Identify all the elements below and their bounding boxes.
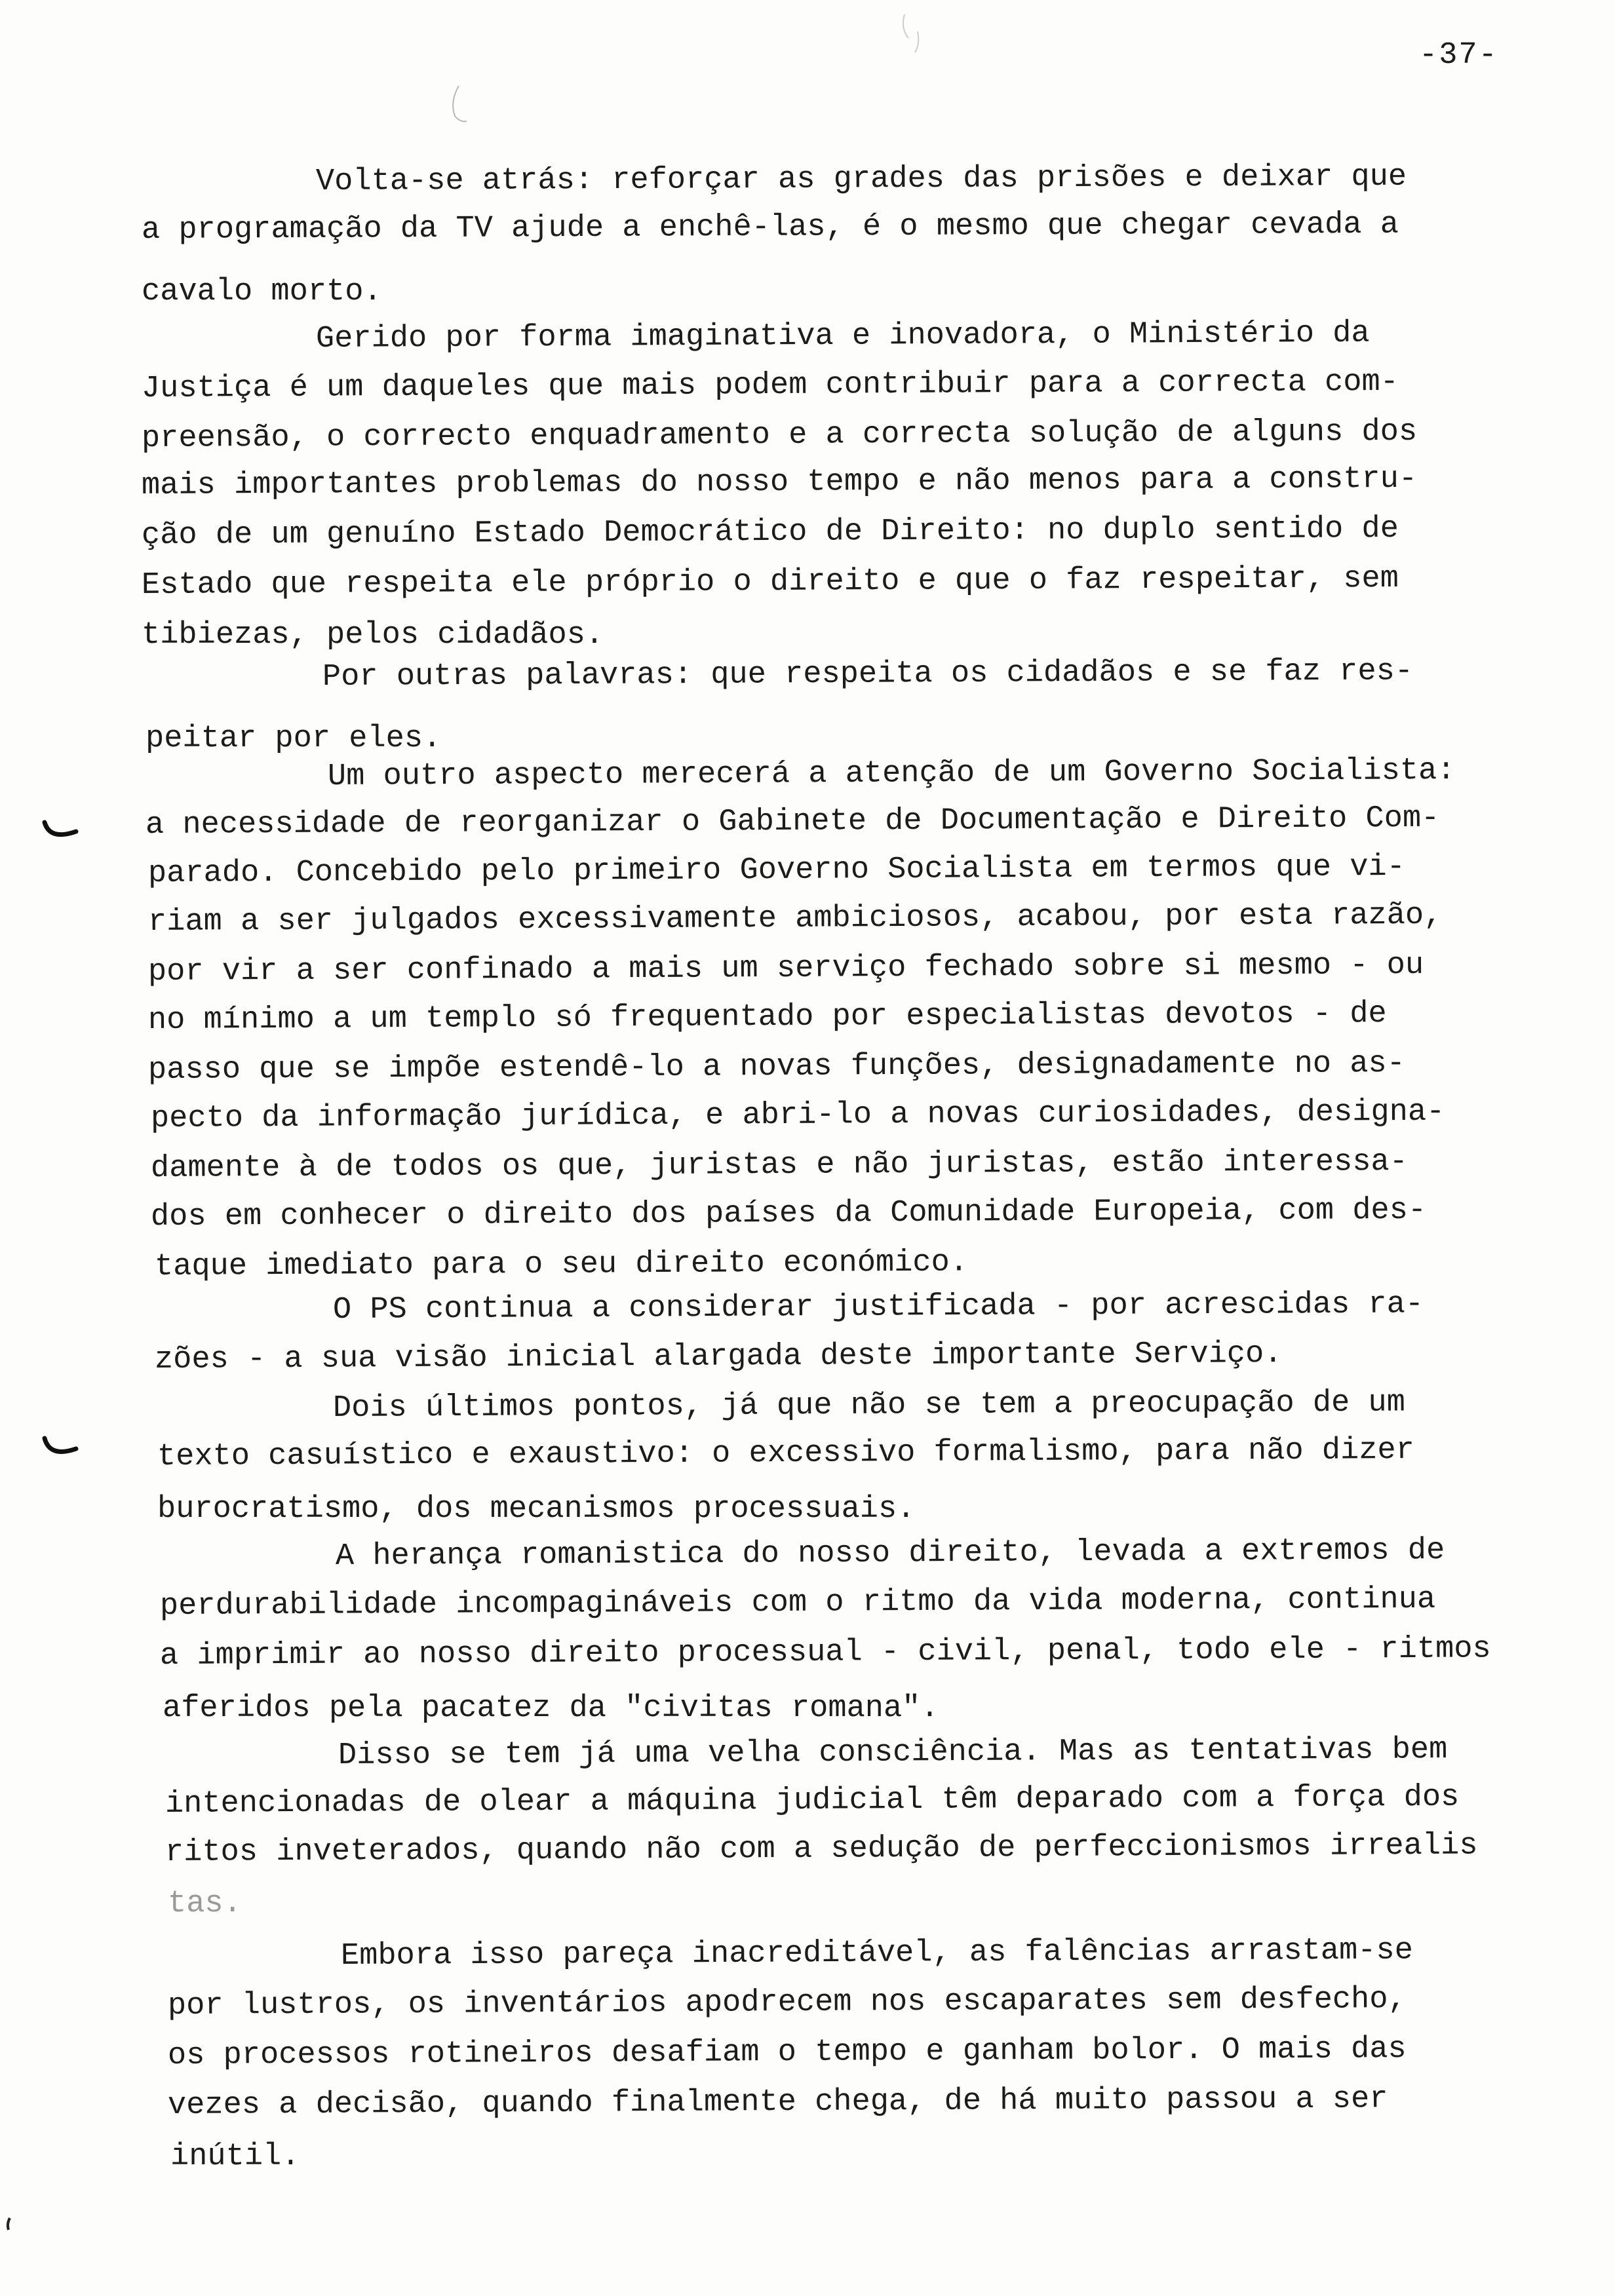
scan-speck-top <box>440 82 473 128</box>
text-line-19: passo que se impõe estendê-lo a novas funções, designadamente no as- <box>147 1046 1406 1088</box>
text-line-18: no mínimo a um templo só frequentado por especialistas devotos - de <box>147 997 1387 1038</box>
page-number: -37- <box>1419 38 1498 73</box>
text-line-5: Justiça é um daqueles que mais podem contribuir para a correcta com- <box>141 364 1399 406</box>
text-line-14: a necessidade de reorganizar o Gabinete de Documentação e Direito Com- <box>145 801 1440 843</box>
text-line-2: a programação da TV ajude a enchê-las, é o mesmo que chegar cevada a <box>141 207 1399 248</box>
text-line-40: vezes a decisão, quando finalmente chega, de há muito passou a ser <box>167 2082 1388 2123</box>
text-line-8: ção de um genuíno Estado Democrático de Direito: no duplo sentido de <box>141 511 1399 553</box>
text-line-28: burocratismo, dos mecanismos processuais. <box>157 1492 916 1527</box>
text-line-26: Dois últimos pontos, já que não se tem a preocupação de um <box>332 1385 1405 1426</box>
text-line-7: mais importantes problemas do nosso tempo e não menos para a constru- <box>141 461 1418 503</box>
text-line-4: Gerido por forma imaginativa e inovadora, o Ministério da <box>315 316 1370 356</box>
scan-speck-bottom <box>4 2216 13 2232</box>
text-line-22: dos em conhecer o direito dos países da Comunidade Europeia, com des- <box>150 1193 1427 1234</box>
text-line-38: por lustros, os inventários apodrecem nos escaparates sem desfecho, <box>167 1982 1407 2023</box>
text-line-3: cavalo morto. <box>142 275 382 309</box>
text-line-20: pecto da informação jurídica, e abri-lo a novas curiosidades, designa- <box>150 1094 1445 1136</box>
text-line-11: Por outras palavras: que respeita os cidadãos e se faz res- <box>322 654 1414 695</box>
text-line-23: taque imediato para o seu direito económico. <box>154 1245 969 1284</box>
text-line-30: perdurabilidade incompagináveis com o ritmo da vida moderna, continua <box>159 1582 1436 1624</box>
text-line-34: intencionadas de olear a máquina judicial têm deparado com a força dos <box>165 1780 1460 1822</box>
text-line-41: inútil. <box>170 2139 300 2174</box>
text-line-39: os processos rotineiros desafiam o tempo e ganham bolor. O mais das <box>167 2032 1407 2073</box>
text-line-24: O PS continua a considerar justificada - por acrescidas ra- <box>332 1287 1424 1328</box>
text-line-13: Um outro aspecto merecerá a atenção de um Governo Socialista: <box>327 753 1456 794</box>
text-line-16: riam a ser julgados excessivamente ambiciosos, acabou, por esta razão, <box>147 898 1443 940</box>
text-line-6: preensão, o correcto enquadramento e a correcta solução de alguns dos <box>141 414 1418 456</box>
margin-mark-1 <box>41 816 80 842</box>
margin-mark-2 <box>41 1433 80 1459</box>
scan-speck-top-right <box>891 12 931 58</box>
text-line-12: peitar por eles. <box>146 721 442 756</box>
text-line-33: Disso se tem já uma velha consciência. Mas as tentativas bem <box>338 1732 1448 1773</box>
text-line-9: Estado que respeita ele próprio o direito e que o faz respeitar, sem <box>141 561 1399 603</box>
text-line-1: Volta-se atrás: reforçar as grades das prisões e deixar que <box>315 159 1407 199</box>
text-line-15: parado. Concebido pelo primeiro Governo Socialista em termos que vi- <box>147 849 1406 891</box>
text-line-21: damente à de todos os que, juristas e não juristas, estão interessa- <box>150 1144 1409 1186</box>
text-line-25: zões - a sua visão inicial alargada deste importante Serviço. <box>154 1336 1283 1377</box>
text-line-29: A herança romanistica do nosso direito, levada a extremos de <box>335 1533 1445 1574</box>
text-line-37: Embora isso pareça inacreditável, as falências arrastam-se <box>340 1933 1413 1974</box>
text-line-36: tas. <box>168 1886 242 1921</box>
text-line-35: ritos inveterados, quando não com a sedução de perfeccionismos irrealis <box>165 1828 1478 1870</box>
text-line-32: aferidos pela pacatez da "civitas romana". <box>163 1691 939 1726</box>
text-line-31: a imprimir ao nosso direito processual - civil, penal, todo ele - ritmos <box>159 1632 1491 1674</box>
text-line-27: texto casuístico e exaustivo: o excessivo formalismo, para não dizer <box>157 1432 1415 1474</box>
text-line-10: tibiezas, pelos cidadãos. <box>142 618 604 653</box>
text-line-17: por vir a ser confinado a mais um serviço fechado sobre si mesmo - ou <box>147 947 1424 989</box>
